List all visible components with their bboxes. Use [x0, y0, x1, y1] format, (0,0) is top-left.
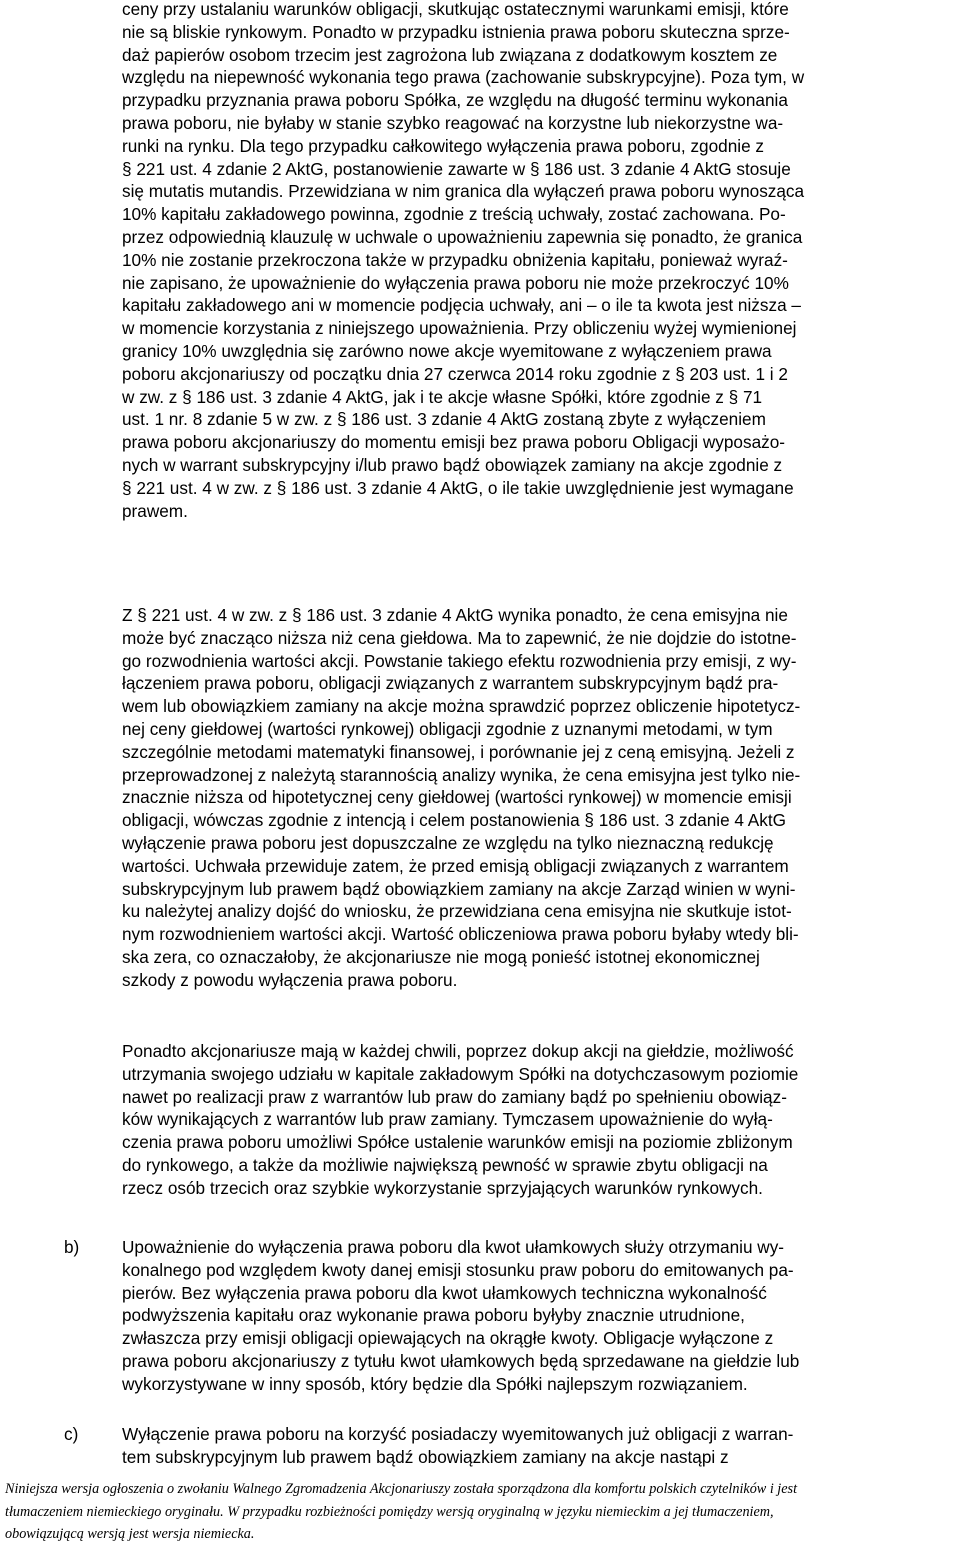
text-line: przypadku przyznania prawa poboru Spółka, ze względu na długość terminu wykonania: [122, 90, 788, 111]
text-line: prawa poboru akcjonariuszy z tytułu kwot ułamkowych będą sprzedawane na giełdzie lub: [122, 1350, 800, 1371]
text-line: w zw. z § 186 ust. 3 zdanie 4 AktG, jak i te akcje własne Spółki, które zgodnie z § 71: [122, 386, 763, 407]
text-line: nawet po realizacji praw z warrantów lub praw do zamiany bądź po spełnieniu obowiąz-: [122, 1086, 787, 1107]
text-line: przez odpowiednią klauzulę w uchwale o upoważnieniu zapewnia się ponadto, że granica: [122, 226, 803, 247]
text-line: runki na rynku. Dla tego przypadku całkowitego wyłączenia prawa poboru, zgodnie z: [122, 135, 765, 156]
list-marker: c): [64, 1424, 79, 1444]
text-line: podwyższenia kapitału oraz wykonanie prawa poboru byłyby znacznie utrudnione,: [122, 1305, 745, 1326]
text-line: przeprowadzonej z należytą starannością analizy wynika, że cena emisyjna jest tylko nie-: [122, 764, 801, 785]
text-line: Wyłączenie prawa poboru na korzyść posiadaczy wyemitowanych już obligacji z warran-: [122, 1424, 794, 1444]
text-line: zwłaszcza przy emisji obligacji opiewających na okrągłe kwoty. Obligacje wyłączone z: [122, 1328, 774, 1349]
text-line: poboru akcjonariuszy od początku dnia 27 czerwca 2014 roku zgodnie z § 203 ust. 1 i 2: [122, 363, 788, 384]
text-line: w momencie korzystania z niniejszego upoważnienia. Przy obliczeniu wyżej wymienionej: [122, 318, 797, 339]
text-line: do rynkowego, a także da możliwie największą pewność w sprawie zbytu obligacji na: [122, 1154, 768, 1175]
text-line: prawa poboru, nie byłaby w stanie szybko reagować na korzystne lub niekorzystne wa-: [122, 112, 784, 133]
text-line: go rozwodnienia wartości akcji. Powstanie takiego efektu rozwodnienia przy emisji, z wy-: [122, 650, 797, 671]
text-line: szkody z powodu wyłączenia prawa poboru.: [122, 969, 458, 990]
list-item-body: [122, 1423, 958, 1469]
text-line: prawem.: [122, 500, 188, 521]
text-line: granicy 10% uwzględnia się zarówno nowe akcje wyemitowane z wyłączeniem prawa: [122, 340, 772, 361]
text-line: nych w warrant subskrypcyjny i/lub prawo bądź obowiązek zamiany na akcje zgodnie z: [122, 454, 783, 475]
text-line: 10% nie zostanie przekroczona także w przypadku obniżenia kapitału, ponieważ wyraź-: [122, 249, 788, 270]
text-line: Ponadto akcjonariusze mają w każdej chwili, poprzez dokup akcji na giełdzie, możliwość: [122, 1041, 794, 1061]
text-line: daż papierów osobom trzecim jest zagrożona lub związana z dodatkowym kosztem ze: [122, 44, 778, 65]
text-line: nej ceny giełdowej (wartości rynkowej) obligacji zgodnie z uznanymi metodami, w tym: [122, 718, 773, 739]
text-line: rzecz osób trzecich oraz szybkie wykorzystanie sprzyjających warunków rynkowych.: [122, 1177, 763, 1198]
paragraph-1: [122, 0, 958, 522]
text-line: tem subskrypcyjnym lub prawem bądź obowiązkiem zamiany na akcje nastąpi z: [122, 1446, 729, 1467]
text-line: może być znacząco niższa niż cena giełdowa. Ma to zapewnić, że nie dojdzie do istotne-: [122, 627, 797, 648]
translation-disclaimer-footer: [5, 1478, 957, 1546]
text-line: subskrypcyjnym lub prawem bądź obowiązkiem zamiany na akcje Zarząd winien w wyni-: [122, 878, 796, 899]
text-line: pierów. Bez wyłączenia prawa poboru dla kwot ułamkowych techniczna wykonalność: [122, 1282, 767, 1303]
text-line: ku należytej analizy dojść do wniosku, że przewidziana cena emisyjna nie skutkuje istot-: [122, 901, 792, 922]
text-line: Z § 221 ust. 4 w zw. z § 186 ust. 3 zdanie 4 AktG wynika ponadto, że cena emisyjna nie: [122, 605, 788, 625]
text-line: wykorzystywane w inny sposób, który będzie dla Spółki najlepszym rozwiązaniem.: [122, 1373, 748, 1394]
paragraph-3: [122, 1040, 958, 1200]
text-line: ust. 1 nr. 8 zdanie 5 w zw. z § 186 ust. 3 zdanie 4 AktG zostaną zbyte z wyłączeniem: [122, 409, 766, 430]
text-line: § 221 ust. 4 w zw. z § 186 ust. 3 zdanie 4 AktG, o ile takie uwzględnienie jest wymagane: [122, 477, 794, 498]
footer-line: Niniejsza wersja ogłoszenia o zwołaniu Walnego Zgromadzenia Akcjonariuszy została sporządzona dla komfortu polskich czytelników i jest: [5, 1481, 798, 1497]
text-line: łączeniem prawa poboru, obligacji związanych z warrantem subskrypcyjnym bądź pra-: [122, 673, 779, 694]
text-line: się mutatis mutandis. Przewidziana w nim granica dla wyłączeń prawa poboru wynosząca: [122, 181, 805, 202]
text-line: wyłączenie prawa poboru jest dopuszczalne ze względu na tylko nieznaczną redukcję: [122, 832, 774, 853]
list-item-body: [122, 1236, 958, 1396]
footer-line: obowiązującą wersją jest wersja niemiecka.: [5, 1526, 255, 1542]
text-line: prawa poboru akcjonariuszy do momentu emisji bez prawa poboru Obligacji wyposażo-: [122, 432, 786, 453]
text-line: wem lub obowiązkiem zamiany na akcje można sprawdzić poprzez obliczenie hipotetycz-: [122, 696, 801, 717]
text-line: utrzymania swojego udziału w kapitale zakładowym Spółki na dotychczasowym poziomie: [122, 1063, 799, 1084]
text-line: wartości. Uchwała przewiduje zatem, że przed emisją obligacji związanych z warrantem: [122, 855, 789, 876]
text-line: znacznie niższa od hipotetycznej ceny giełdowej (wartości rynkowej) w momencie emisji: [122, 787, 792, 808]
text-line: ceny przy ustalaniu warunków obligacji, skutkując ostatecznymi warunkami emisji, które: [122, 0, 789, 19]
text-line: 10% kapitału zakładowego powinna, zgodnie z treścią uchwały, zostać zachowana. Po-: [122, 204, 786, 225]
list-marker: b): [64, 1237, 80, 1257]
text-line: obligacji, wówczas zgodnie z intencją i celem postanowienia § 186 ust. 3 zdanie 4 AktG: [122, 810, 787, 831]
text-line: § 221 ust. 4 zdanie 2 AktG, postanowienie zawarte w § 186 ust. 3 zdanie 4 AktG stosuje: [122, 158, 791, 179]
text-line: kapitału zakładowego ani w momencie podjęcia uchwały, ani – o ile ta kwota jest niższa –: [122, 295, 801, 316]
text-line: szczególnie metodami matematyki finansowej, i porównanie jej z ceną emisyjną. Jeżeli z: [122, 741, 795, 762]
text-line: nie zapisano, że upoważnienie do wyłączenia prawa poboru nie może przekroczyć 10%: [122, 272, 789, 293]
paragraph-2: [122, 604, 958, 992]
text-line: ków wynikających z warrantów lub praw zamiany. Tymczasem upoważnienie do wyłą-: [122, 1109, 773, 1130]
text-line: Upoważnienie do wyłączenia prawa poboru dla kwot ułamkowych służy otrzymaniu wy-: [122, 1237, 785, 1257]
text-line: względu na niepewność wykonania tego prawa (zachowanie subskrypcyjne). Poza tym, w: [122, 67, 805, 88]
footer-line: tłumaczeniem niemieckiego oryginału. W przypadku rozbieżności pomiędzy wersją oryginalną w języku niemieckim a jej tłumaczeniem,: [5, 1503, 774, 1520]
text-line: nym rozwodnieniem wartości akcji. Wartość obliczeniowa prawa poboru byłaby wtedy bli-: [122, 924, 799, 945]
text-line: nie są bliskie rynkowym. Ponadto w przypadku istnienia prawa poboru skuteczna sprze-: [122, 21, 790, 42]
text-line: ska zera, co oznaczałoby, że akcjonariusze nie mogą ponieść istotnej ekonomicznej: [122, 946, 760, 967]
text-line: konalnego pod względem kwoty danej emisji stosunku praw poboru do emitowanych pa-: [122, 1259, 794, 1280]
text-line: czenia prawa poboru umożliwi Spółce ustalenie warunków emisji na poziomie zbliżonym: [122, 1132, 793, 1153]
